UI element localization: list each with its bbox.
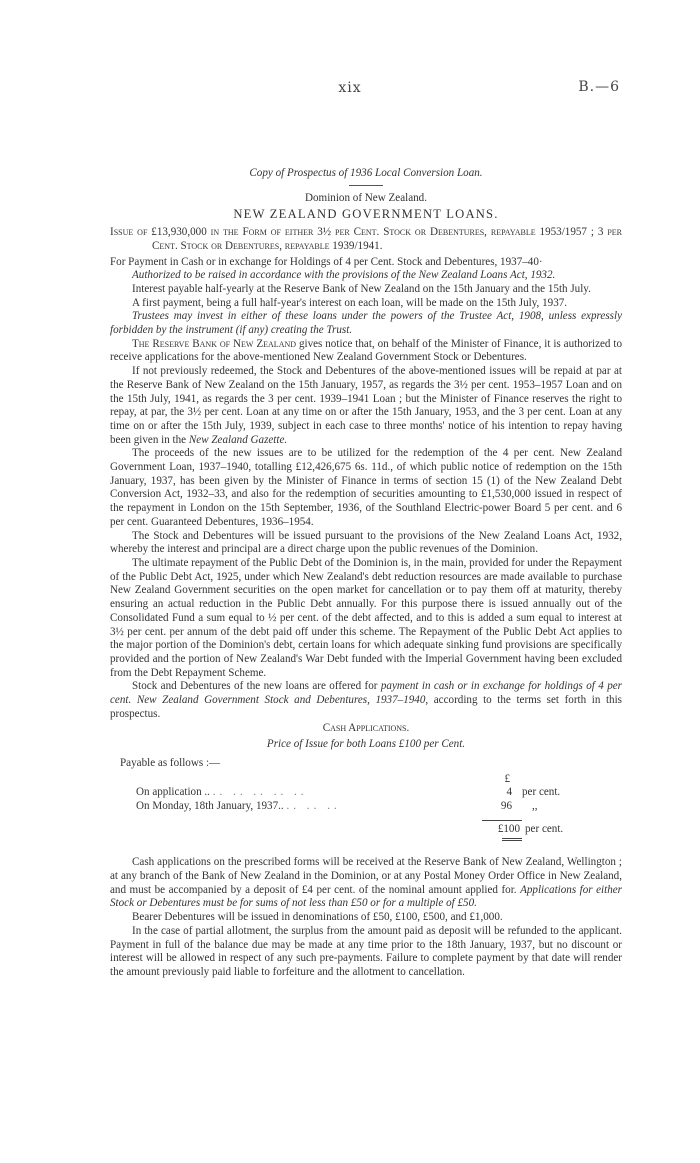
redemption-paragraph xyxy=(110,365,622,447)
currency-row xyxy=(110,773,622,787)
offered-text-b: according to the terms set forth in this prospectus. xyxy=(110,694,622,720)
rule-row xyxy=(110,836,622,844)
first-payment-paragraph: A first payment, being a full half-year's interest on each loan, will be made on the 15th July, 1937. xyxy=(132,296,568,309)
partial-allotment-paragraph: In the case of partial allotment, the surplus from the amount paid as deposit will be refunded to the applicant. Payment in full of the balance due may be made at any time prior to the 18th January, 1937, but no discount or interest will be allowed in respect of any such pre-payments. Failure to complete payment by that date will render the amount previously paid liable to forfeiture and the allotment to cancellation. xyxy=(110,924,622,978)
page-number: xix xyxy=(338,80,362,96)
row-unit: ,, xyxy=(532,799,538,812)
offered-text-a: Stock and Debentures of the new loans are offered for xyxy=(132,680,381,693)
issue-line: Issue of £13,930,000 in the Form of either 3½ per Cent. Stock or Debentures, repayable 1953/1957 ; 3 per Cent. Stock or Debentures, repayable 1939/1941. xyxy=(110,226,622,252)
proceeds-paragraph: The proceeds of the new issues are to be utilized for the redemption of the 4 per cent. New Zealand Government Loan, 1937–1940, totalling £12,426,675 6s. 11d., of which public notice of redemption on the 15th January, 1937, has been given by the Minister of Finance in terms of section 15 (1) of the New Zealand Debt Conversion Act, 1932–33, and also for the redemption of securities amounting to £1,530,000 issued in respect of the repayment in London on the 15th September, 1936, of the Southland Electric-power Board 5 per cent. and 6 per cent. Guaranteed Debentures, 1936–1954. xyxy=(110,447,622,528)
document-body xyxy=(110,167,622,980)
row-amount: 96 xyxy=(500,799,512,812)
currency-symbol: £ xyxy=(504,772,510,785)
document-reference: B.—6 xyxy=(578,79,620,95)
total-row xyxy=(110,823,622,837)
sum-rule xyxy=(482,820,522,821)
document-title: NEW ZEALAND GOVERNMENT LOANS. xyxy=(233,207,499,222)
row-leaders: .. .. .. xyxy=(286,799,341,812)
cash-forms-text: Cash applications on the prescribed forms will be received at the Reserve Bank of New Zealand, Wellington ; at any branch of the Bank of New Zealand in the Dominion, or at any Postal Money Order Office in New Zealand, and must be accompanied by a deposit of £4 per cent. of the nominal amount applied for. xyxy=(110,856,622,896)
bank-notice-text: gives notice that, on behalf of the Minister of Finance, it is authorized to receive applications for the above-mentioned New Zealand Government Stock or Debentures. xyxy=(110,337,622,364)
trustees-paragraph: Trustees may invest in either of these loans under the powers of the Trustee Act, 1908, unless expressly forbidden by the instrument (if any) creating the Trust. xyxy=(110,310,622,337)
row-label: On Monday, 18th January, 1937.. xyxy=(136,799,284,812)
issued-paragraph: The Stock and Debentures will be issued pursuant to the provisions of the New Zealand Loans Act, 1932, whereby the interest and principal are a direct charge upon the public revenues of the Dominion. xyxy=(110,529,622,556)
total-unit: per cent. xyxy=(525,822,564,835)
gazette-ref: New Zealand Gazette. xyxy=(188,433,288,446)
cash-forms-italic: Applications for either Stock or Debentures must be for sums of not less than £50 or for a multiple of £50. xyxy=(110,883,622,910)
rule-row xyxy=(110,814,622,823)
row-amount: 4 xyxy=(506,786,512,799)
payment-schedule xyxy=(110,757,622,845)
bank-name: The Reserve Bank of New Zealand xyxy=(132,337,297,350)
authorized-line: Authorized to be raised in accordance with the provisions of the New Zealand Loans Act, 1932. xyxy=(132,269,556,282)
row-leaders: .. .. .. .. .. xyxy=(212,786,308,799)
payment-line: For Payment in Cash or in exchange for Holdings of 4 per Cent. Stock and Debentures, 1937–40· xyxy=(110,255,543,268)
offered-text-italic: payment in cash or in exchange for holdings of 4 per cent. New Zealand Government Stock and Debentures, 1937–1940, xyxy=(110,680,622,707)
cash-applications-heading: Cash Applications. xyxy=(322,722,410,735)
double-rule xyxy=(502,838,522,841)
payment-table xyxy=(110,773,622,845)
dominion-line: Dominion of New Zealand. xyxy=(305,191,427,204)
table-row xyxy=(110,786,622,800)
cash-forms-paragraph xyxy=(110,856,622,911)
interest-paragraph: Interest payable half-yearly at the Reserve Bank of New Zealand on the 15th January and the 15th July. xyxy=(132,282,591,295)
bank-notice-paragraph xyxy=(110,338,622,365)
row-label: On application .. xyxy=(136,786,210,799)
offered-paragraph xyxy=(110,680,622,721)
table-row xyxy=(110,800,622,814)
price-of-issue: Price of Issue for both Loans £100 per Cent. xyxy=(266,738,466,751)
bearer-paragraph: Bearer Debentures will be issued in denominations of £50, £100, £500, and £1,000. xyxy=(132,911,503,924)
total-amount: £100 xyxy=(497,822,520,835)
ultimate-repayment-paragraph: The ultimate repayment of the Public Debt of the Dominion is, in the main, provided for under the Repayment of the Public Debt Act, 1925, under which New Zealand's debt reduction resources are made available to purchase New Zealand Government securities on the open market for cancellation or to pay them off at maturity, thereby ensuring an actual reduction in the Public Debt annually. For this purpose there is issued annually out of the Consolidated Fund a sum equal to ½ per cent. of the debt affected, and to this is added a sum equal to interest at 3½ per cent. per annum of the debt paid off under this scheme. The Repayment of the Public Debt Act applies to the major portion of the Dominion's debt, certain loans for which adequate sinking fund provisions are specifically provided and the portion of New Zealand's War Debt funded with the Imperial Government having been excluded from the Debt Repayment Scheme. xyxy=(110,556,622,679)
prospectus-caption: Copy of Prospectus of 1936 Local Conversion Loan. xyxy=(249,167,483,179)
redemption-text: If not previously redeemed, the Stock and Debentures of the above-mentioned issues will be repaid at par at the Reserve Bank of New Zealand on the 15th January, 1957, as regards the 3½ per cent. 1953–1957 Loan and on the 15th July, 1941, as regards the 3 per cent. 1939–1941 Loan ; but the Minister of Finance reserves the right to repay, at par, the 3½ per cent. Loan at any time on or after the 15th January, 1953, and the 3 per cent. Loan at any time on or after the 15th July, 1939, subject in each case to three months' notice of his intention to repay having been given in the xyxy=(110,365,622,446)
payable-heading: Payable as follows :— xyxy=(120,756,221,769)
row-unit: per cent. xyxy=(522,786,561,799)
caption-rule xyxy=(349,185,383,186)
